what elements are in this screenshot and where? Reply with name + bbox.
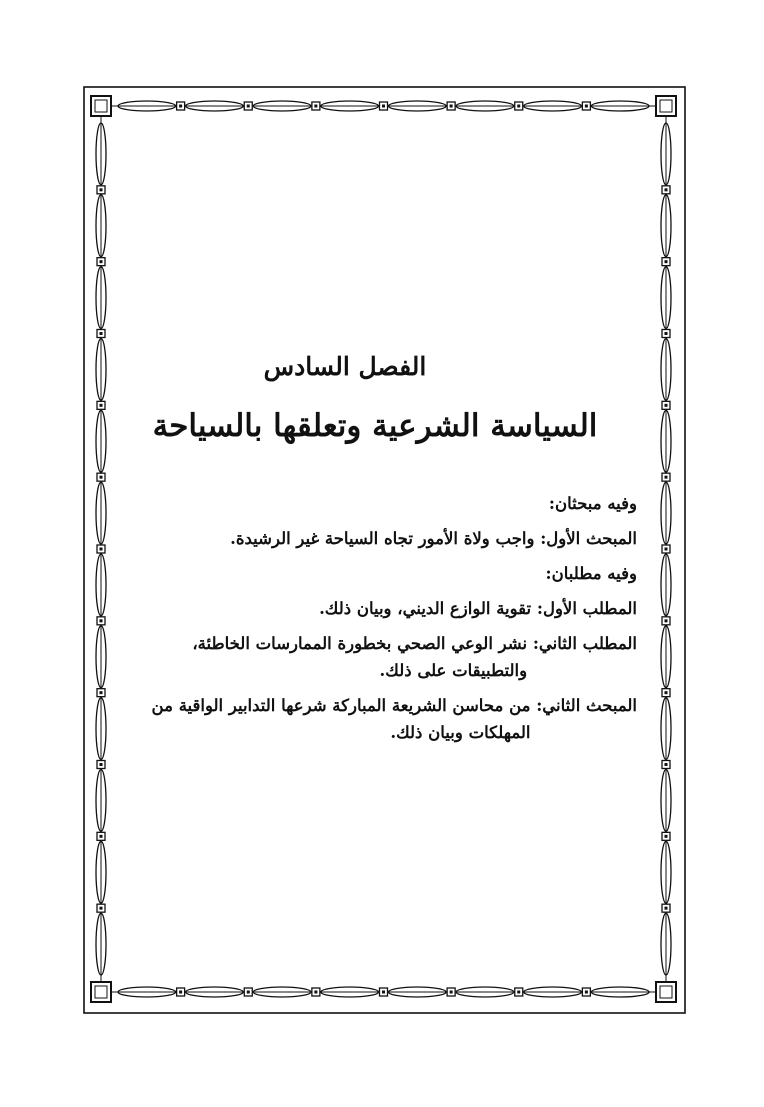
border-bead-dot: [382, 105, 385, 108]
border-bead-dot: [100, 835, 103, 838]
border-bead-dot: [665, 548, 668, 551]
border-bead-dot: [450, 991, 453, 994]
border-corner-square: [656, 982, 676, 1002]
toc-intro: وفيه مبحثان:: [548, 494, 637, 513]
border-bead-dot: [665, 907, 668, 910]
border-bead-dot: [450, 105, 453, 108]
border-bead-dot: [665, 188, 668, 191]
toc-section-2-label: المبحث الثاني:: [536, 696, 637, 715]
border-bead-dot: [100, 332, 103, 335]
border-bead-dot: [100, 476, 103, 479]
border-bead-dot: [665, 260, 668, 263]
border-bead-dot: [517, 105, 520, 108]
border-bead-dot: [100, 691, 103, 694]
border-bead-dot: [665, 691, 668, 694]
border-bead-dot: [314, 105, 317, 108]
border-bead-dot: [100, 907, 103, 910]
border-bead-dot: [517, 991, 520, 994]
border-bead-dot: [247, 991, 250, 994]
toc-section-1-text: واجب ولاة الأمور تجاه السياحة غير الرشيدة.: [230, 529, 535, 548]
toc-section-2: [122, 692, 637, 746]
border-bead-dot: [100, 404, 103, 407]
border-bead-dot: [100, 260, 103, 263]
chapter-label: الفصل السادس: [263, 352, 427, 381]
border-corner-square: [91, 96, 111, 116]
border-bead-dot: [665, 404, 668, 407]
toc-section-1: [122, 525, 637, 552]
chapter-title: السياسة الشرعية وتعلقها بالسياحة: [152, 408, 598, 444]
border-bead-dot: [665, 476, 668, 479]
border-bead-dot: [100, 619, 103, 622]
toc-sub-2-text: نشر الوعي الصحي بخطورة الممارسات الخاطئة، والتطبيقات على ذلك.: [192, 634, 528, 680]
toc-sub-2: [122, 630, 637, 684]
border-bead-dot: [665, 835, 668, 838]
border-corner-square: [656, 96, 676, 116]
border-bead-dot: [665, 619, 668, 622]
border-bead-dot: [100, 548, 103, 551]
border-bead-dot: [585, 105, 588, 108]
border-corner-square: [91, 982, 111, 1002]
toc-sub-2-label: المطلب الثاني:: [532, 634, 637, 653]
toc-subintro: وفيه مطلبان:: [545, 564, 637, 583]
border-bead-dot: [247, 105, 250, 108]
border-bead-dot: [100, 188, 103, 191]
border-bead-dot: [665, 763, 668, 766]
border-bead-dot: [382, 991, 385, 994]
border-bead-dot: [665, 332, 668, 335]
toc-section-2-text: من محاسن الشريعة المباركة شرعها التدابير الواقية من المهلكات وبيان ذلك.: [151, 696, 531, 742]
border-bead-dot: [179, 991, 182, 994]
border-bead-dot: [585, 991, 588, 994]
border-bead-dot: [100, 763, 103, 766]
border-bead-dot: [314, 991, 317, 994]
table-of-contents: [122, 490, 637, 754]
toc-section-1-label: المبحث الأول:: [540, 529, 637, 548]
border-bead-dot: [179, 105, 182, 108]
toc-sub-1-text: تقوية الوازع الديني، وبيان ذلك.: [319, 599, 532, 618]
toc-sub-1-label: المطلب الأول:: [536, 599, 637, 618]
toc-sub-1: [122, 595, 637, 622]
